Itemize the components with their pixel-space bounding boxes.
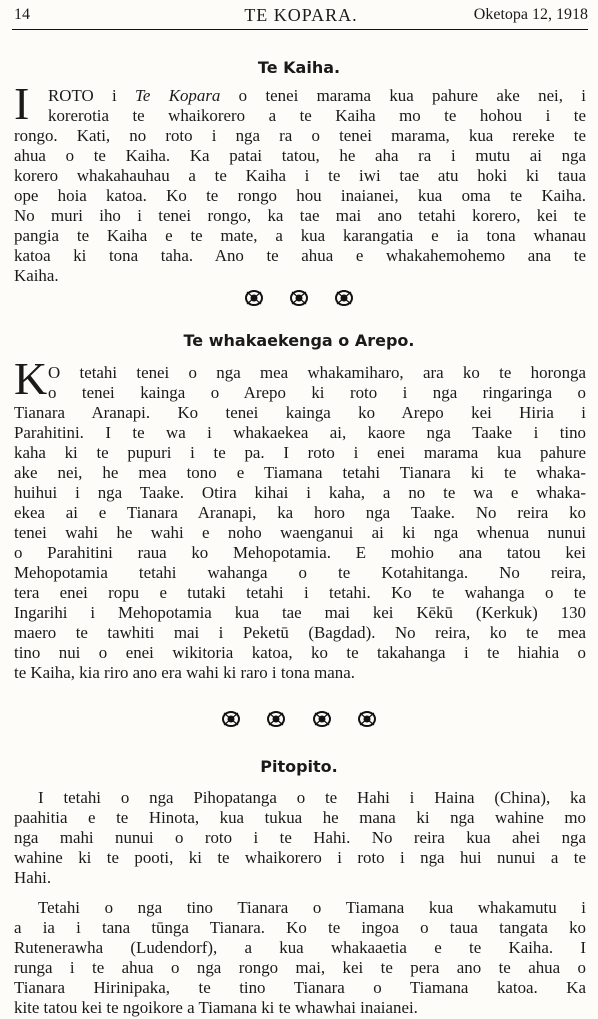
text-line: ahua o te Kaiha. Ka patai tatou, he aha ra i mutu ai nga	[14, 146, 586, 165]
text-line: maero te tawhiti mai i Peketū (Bagdad). No reira, ko te mea	[14, 623, 586, 642]
drop-cap: I	[14, 78, 30, 129]
text-line: nga mahi nunui o roto i te Hahi. No reira kua ahei nga	[14, 828, 586, 847]
text-line: Rutenerawha (Ludendorf), a kua whakaaetia e te Kaiha. I	[14, 938, 586, 957]
text-line: ekea ai e Tianara Aranapi, ka horo nga Taake. No reira ko	[14, 503, 586, 522]
text-line: tera enei ropu e tutaki tetahi i tetahi. Ko te wahanga o te	[14, 583, 586, 602]
section-heading-pitopito: Pitopito.	[260, 757, 338, 776]
section-heading-te-kaiha: Te Kaiha.	[257, 58, 341, 77]
floral-ornament-icon	[334, 289, 354, 307]
ornament-divider	[0, 287, 598, 307]
article-pitopito-paragraph-2	[14, 898, 586, 1018]
header-rule	[12, 29, 588, 30]
article-arepo	[14, 363, 586, 683]
issue-date: Oketopa 12, 1918	[473, 6, 588, 23]
text-line: Ingarihi i Mehopotamia kua tae mai kei Kēkū (Kerkuk) 130	[14, 603, 586, 622]
floral-ornament-icon	[312, 710, 332, 728]
text-line: korerotia te whaikorero a te Kaiha mo te hohou i te	[48, 106, 586, 125]
text-line: No muri iho i tenei rongo, ka tae mai ano tetahi korero, kei te	[14, 206, 586, 225]
text-line: Tianara Hirinipaka, te tino Tianara o Tiamana katoa. Ka	[14, 978, 586, 997]
text-line: o Parahitini raua ko Mehopotamia. E mohio ana tatou kei	[14, 543, 586, 562]
page-number: 14	[14, 6, 30, 23]
text-line: katoa ki tona taha. Ano te ahua e whakahemohemo ana te	[14, 246, 586, 265]
text-line: kite tatou kei te ngoikore a Tiamana ki te whawhai inaianei.	[14, 998, 418, 1017]
drop-cap: K	[14, 353, 48, 404]
text-line: kaha ki te pupuri i te pa. I roto i enei marama kua pahure	[14, 443, 586, 462]
text-line: korero whakahauhau a te Kaiha i te iwi tae atu hoki ki taua	[14, 166, 586, 185]
text-line: Kaiha.	[14, 266, 59, 285]
text-line: Parahitini. I te wa i whakaekea ai, kaore nga Taake i tino	[14, 423, 586, 442]
text-line: runga i te ahua o nga rongo mai, kei te pera ano te ahua o	[14, 958, 586, 977]
floral-ornament-icon	[266, 710, 286, 728]
floral-ornament-icon	[289, 289, 309, 307]
text-line: ake nei, he mea tono e Tiamana tetahi Tianara ki te whaka-	[14, 463, 586, 482]
page-header	[14, 4, 588, 30]
text-line: Tianara Aranapi. Ko tenei kainga ko Arepo kei Hiria i	[14, 403, 586, 422]
floral-ornament-icon	[244, 289, 264, 307]
article-te-kaiha	[14, 78, 587, 286]
text-line: huihui i nga Taake. Otira kihai i kaha, a no te wa e whaka-	[14, 483, 586, 502]
text-line: I tetahi o nga Pihopatanga o te Hahi i Haina (China), ka	[38, 788, 586, 807]
publication-title: TE KOPARA.	[244, 5, 358, 25]
section-heading-arepo: Te whakaekenga o Arepo.	[183, 331, 415, 350]
text-line: Mehopotamia tetahi wahanga o te Kotahitanga. No reira,	[14, 563, 586, 582]
floral-ornament-icon	[221, 710, 241, 728]
text-line: rongo. Kati, no roto i nga ra o tenei marama, kua rereke te	[14, 126, 586, 145]
floral-ornament-icon	[357, 710, 377, 728]
text-line: o tenei kainga o Arepo ki roto i nga ringaringa o	[48, 383, 586, 402]
text-line: Tetahi o nga tino Tianara o Tiamana kua whakamutu i	[38, 898, 586, 917]
text-line: pangia te Kaiha e te mate, a kua karangatia e ia tona whanau	[14, 226, 586, 245]
text-line: paahitia e te Hinota, kua tukua he mana ki nga wahine mo	[14, 808, 586, 827]
text-line: te Kaiha, kia riro ano era wahi ki raro i tona mana.	[14, 663, 355, 682]
text-line: ROTO i Te Kopara o tenei marama kua pahure ake nei, i	[48, 86, 587, 105]
text-line: a ia i tana tūnga Tianara. Ko te ingoa o taua tangata ko	[14, 918, 586, 937]
text-line: Hahi.	[14, 868, 52, 887]
article-pitopito-paragraph-1	[14, 788, 586, 888]
text-line: wahine ki te pooti, ki te whaikorero i roto i nga hui nunui a te	[14, 848, 586, 867]
text-line: O tetahi tenei o nga mea whakamiharo, ara ko te horonga	[48, 363, 586, 382]
ornament-divider	[0, 708, 598, 728]
text-line: tino nui o enei wikitoria katoa, ko te takahanga i te hiahia o	[14, 643, 586, 662]
text-line: ope hoia katoa. Ko te rongo hou inaianei, kua oma te Kaiha.	[14, 186, 586, 205]
text-line: tenei wahi he wahi e noho waenganui ai ki nga whenua nunui	[14, 523, 586, 542]
